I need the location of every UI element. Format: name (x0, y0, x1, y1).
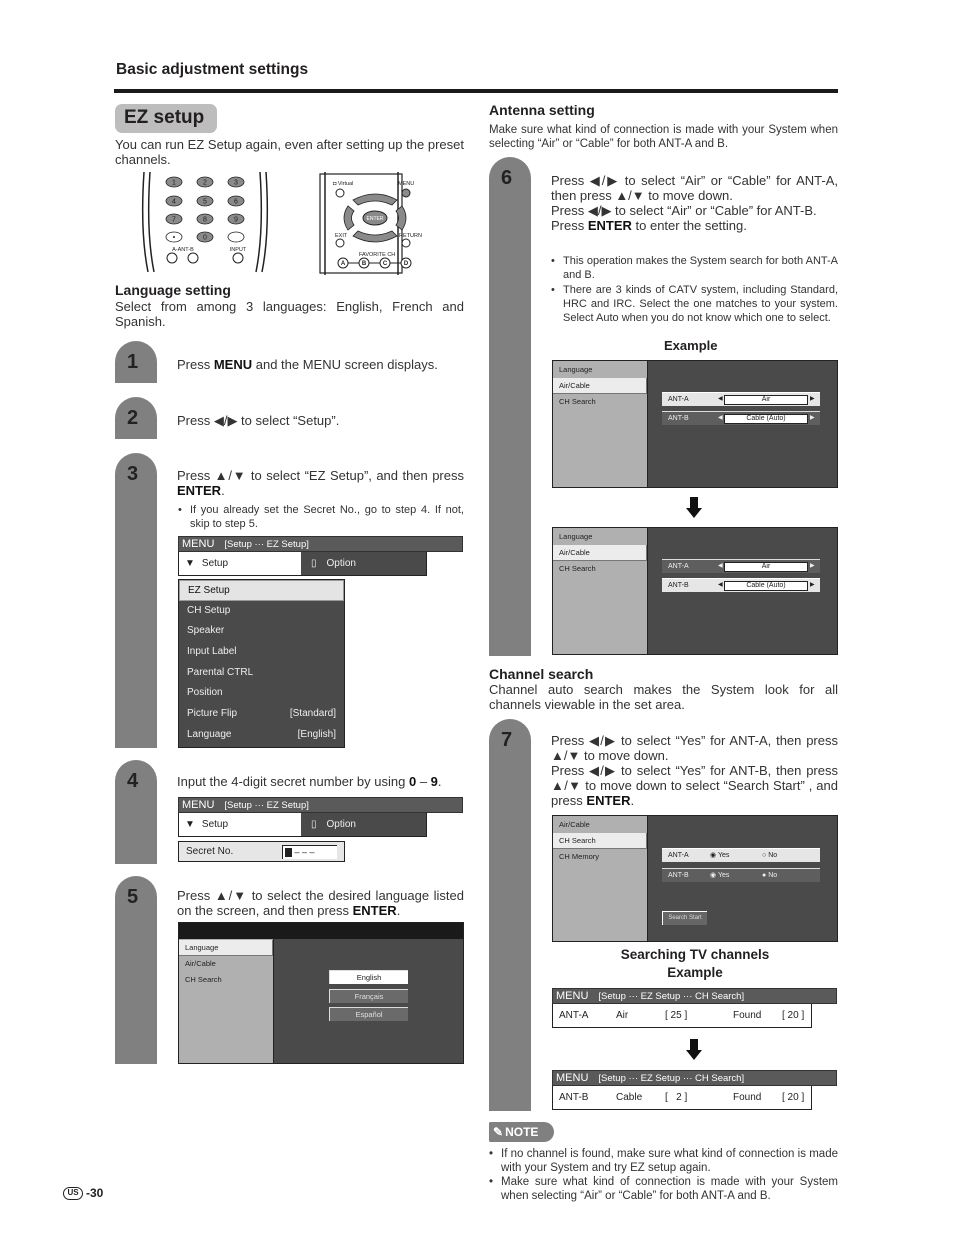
antenna-screen-sidebar (553, 361, 648, 487)
svg-text:4: 4 (172, 198, 176, 206)
step-7-tab: 7 (489, 719, 531, 1111)
setup-menu-screen (178, 536, 463, 748)
menu-bar: MENU [Setup ··· EZ Setup] (178, 536, 463, 552)
svg-text:C: C (382, 261, 388, 267)
ant-a-no-radio[interactable]: ○ No (762, 852, 778, 859)
ant-a-yes-radio[interactable]: ◉ Yes (710, 852, 730, 859)
menu-item-ez-setup[interactable]: EZ Setup (179, 580, 344, 601)
sidebar-item-language[interactable]: Language (559, 365, 593, 374)
sidebar-item-air-cable[interactable]: Air/Cable (553, 545, 647, 561)
remote-control-illustration (140, 172, 470, 277)
setup-menu-list (178, 579, 345, 748)
step-4-text: Input the 4-digit secret number by using 0 – 9. (177, 774, 442, 789)
svg-text:9: 9 (234, 216, 238, 224)
svg-text:7: 7 (172, 216, 176, 224)
paperclip-icon: ✎ (493, 1125, 504, 1139)
sidebar-item-ch-search[interactable]: CH Search (559, 564, 596, 573)
search-result-ant-a (552, 988, 837, 1028)
channel-search-screen (552, 815, 838, 942)
svg-text:EXIT: EXIT (335, 233, 348, 239)
menu-bar: MENU [Setup ··· EZ Setup ··· CH Search] (552, 1070, 837, 1086)
antenna-screen-ant-b (552, 527, 838, 655)
svg-text:MENU: MENU (398, 181, 415, 187)
setup-icon: ▼ (185, 558, 195, 569)
secret-no-row: Secret No. – – – (178, 841, 345, 862)
language-setting-heading: Language setting (115, 282, 231, 298)
sidebar-item-ch-search[interactable]: CH Search (553, 833, 647, 849)
sidebar-item-air-cable[interactable]: Air/Cable (185, 959, 216, 968)
region-badge: US (63, 1187, 83, 1200)
step-7-text: Press ◀/▶ to select “Yes” for ANT-A, then press ▲/▼ to move down. Press ◀/▶ to select “Yes” for ANT-B, then press ▲/▼ to move down to select “Search Start” , and press ENTER. (551, 733, 838, 808)
language-options-panel (274, 939, 463, 1063)
channel-search-description: Channel auto search makes the System look for all channels viewable in the set area. (489, 682, 838, 712)
sidebar-item-ch-search[interactable]: CH Search (185, 975, 222, 984)
ant-b-row[interactable]: ANT-B ◀ Cable (Auto) ▶ (662, 578, 820, 592)
menu-item-input-label[interactable]: Input Label (187, 646, 237, 658)
option-icon: ▯ (311, 819, 317, 830)
step-5-text: Press ▲/▼ to select the desired language listed on the screen, and then press ENTER. (177, 888, 464, 918)
example-label: Example (664, 338, 718, 353)
antenna-setting-description: Make sure what kind of connection is made with your System when selecting “Air” or “Cable” for both ANT-A and B. (489, 124, 838, 150)
step-3-text: Press ▲/▼ to select “EZ Setup”, and then press ENTER. (177, 468, 464, 498)
svg-text:3: 3 (234, 179, 238, 187)
svg-text:◘ Virtual: ◘ Virtual (333, 181, 354, 187)
page-title: EZ setup (115, 104, 217, 133)
svg-text:A-ANT-B: A-ANT-B (172, 247, 194, 253)
secret-no-input[interactable]: – – – (282, 845, 337, 859)
option-icon: ▯ (311, 558, 317, 569)
svg-text:ENTER: ENTER (366, 216, 384, 222)
antenna-screen-ant-a (552, 360, 838, 488)
setup-icon: ▼ (185, 819, 195, 830)
svg-text:6: 6 (234, 198, 238, 206)
searching-title: Searching TV channels Example (620, 947, 770, 980)
svg-text:FAVORITE CH: FAVORITE CH (359, 252, 396, 258)
tab-option[interactable]: ▯ Option (301, 813, 426, 836)
svg-text:8: 8 (203, 216, 207, 224)
secret-menu-screen (178, 797, 463, 862)
page-number: US -30 (63, 1186, 103, 1200)
menu-item-speaker[interactable]: Speaker (187, 625, 225, 637)
ant-b-search-row[interactable]: ANT-B ◉ Yes ● No (662, 868, 820, 882)
language-select-screen (178, 922, 464, 1064)
section-title: Basic adjustment settings (116, 61, 309, 78)
menu-tabs (178, 813, 427, 837)
svg-text:1: 1 (172, 179, 176, 187)
svg-text:A: A (340, 261, 346, 267)
down-arrow-icon (686, 1039, 702, 1061)
menu-item-picture-flip[interactable]: Picture Flip [Standard] (187, 708, 336, 720)
menu-tabs (178, 552, 427, 576)
step-3-bullet: • If you already set the Secret No., go to step 4. If not, skip to step 5. (178, 503, 464, 531)
menu-bar: MENU [Setup ··· EZ Setup] (178, 797, 463, 813)
svg-text:RETURN: RETURN (399, 233, 422, 239)
channel-search-sidebar (553, 816, 648, 941)
step-2-tab: 2 (115, 397, 157, 439)
sidebar-item-language[interactable]: Language (179, 940, 273, 956)
step-6-text: Press ◀/▶ to select “Air” or “Cable” for ANT-A, then press ▲/▼ to move down. Press ◀/▶ to select “Air” or “Cable” for ANT-B. Press ENTER to enter the setting. (551, 173, 838, 233)
svg-text:D: D (403, 261, 409, 267)
sidebar-item-ch-search[interactable]: CH Search (559, 397, 596, 406)
menu-bar: MENU [Setup ··· EZ Setup ··· CH Search] (552, 988, 837, 1004)
language-option-english[interactable]: English (329, 970, 408, 984)
search-result-row: ANT-A Air [ 25 ] Found [ 20 ] (552, 1004, 812, 1028)
svg-text:0: 0 (203, 234, 207, 242)
search-start-button[interactable]: Search Start (662, 911, 707, 925)
language-screen-sidebar (179, 939, 274, 1063)
step-2-text: Press ◀/▶ to select “Setup”. (177, 413, 340, 428)
antenna-panel (648, 361, 837, 487)
tab-setup[interactable]: ▼ Setup (179, 552, 301, 575)
ant-a-row[interactable]: ANT-A ◀ Air ▶ (662, 392, 820, 406)
ant-a-row[interactable]: ANT-A ◀ Air ▶ (662, 559, 820, 573)
note-list (489, 1147, 838, 1203)
sidebar-item-language[interactable]: Language (559, 532, 593, 541)
menu-item-parental-ctrl[interactable]: Parental CTRL (187, 666, 254, 678)
down-arrow-icon (686, 497, 702, 519)
header-rule (114, 89, 838, 93)
note-badge: ✎ NOTE (489, 1122, 554, 1142)
menu-item-ch-setup[interactable]: CH Setup (187, 604, 231, 616)
language-setting-description: Select from among 3 languages: English, French and Spanish. (115, 299, 464, 329)
menu-item-language[interactable]: Language [English] (187, 728, 336, 740)
step-1-tab: 1 (115, 341, 157, 383)
tab-setup[interactable]: ▼ Setup (179, 813, 301, 836)
step-6-bullets: • This operation makes the System search for both ANT-A and B. • There are 3 kinds of CATV system, including Standard, HRC and IRC. Select the one matches to your system. Select Auto when you do not know which one to select. (551, 254, 838, 325)
search-result-ant-b (552, 1070, 837, 1110)
ant-b-yes-radio[interactable]: ◉ Yes (710, 872, 730, 879)
svg-text:2: 2 (203, 179, 207, 187)
step-1-text: Press MENU and the MENU screen displays. (177, 357, 438, 372)
channel-search-panel (648, 816, 837, 941)
channel-search-heading: Channel search (489, 666, 594, 682)
menu-item-position[interactable]: Position (187, 687, 223, 699)
ant-a-search-row[interactable]: ANT-A ◉ Yes ○ No (662, 848, 820, 862)
intro-text: You can run EZ Setup again, even after setting up the preset channels. (115, 137, 464, 167)
svg-text:B: B (361, 261, 367, 267)
sidebar-item-ch-memory[interactable]: CH Memory (559, 852, 600, 861)
sidebar-item-air-cable[interactable]: Air/Cable (553, 378, 647, 394)
search-result-row: ANT-B Cable [ 2 ] Found [ 20 ] (552, 1086, 812, 1110)
step-5-tab: 5 (115, 876, 157, 1064)
svg-text:5: 5 (203, 198, 207, 206)
step-6-tab: 6 (489, 157, 531, 656)
step-4-tab: 4 (115, 760, 157, 864)
antenna-panel (648, 528, 837, 654)
svg-text:•: • (172, 234, 176, 242)
step-3-tab: 3 (115, 453, 157, 748)
ant-b-row[interactable]: ANT-B ◀ Cable (Auto) ▶ (662, 411, 820, 425)
screen-header-bar (179, 923, 463, 939)
tab-option[interactable]: ▯ Option (301, 552, 426, 575)
svg-text:INPUT: INPUT (229, 247, 247, 253)
antenna-screen-sidebar (553, 528, 648, 654)
sidebar-item-air-cable[interactable]: Air/Cable (559, 820, 590, 829)
note-item: • Make sure what kind of connection is made with your System when selecting “Air” or “Cable” for both ANT-A and B. (489, 1175, 838, 1203)
language-option-francais[interactable]: Français (329, 989, 408, 1003)
note-item: • If no channel is found, make sure what kind of connection is made with your System and try EZ setup again. (489, 1147, 838, 1175)
language-option-espanol[interactable]: Español (329, 1007, 408, 1021)
antenna-setting-heading: Antenna setting (489, 102, 595, 118)
ant-b-no-radio[interactable]: ● No (762, 872, 778, 879)
